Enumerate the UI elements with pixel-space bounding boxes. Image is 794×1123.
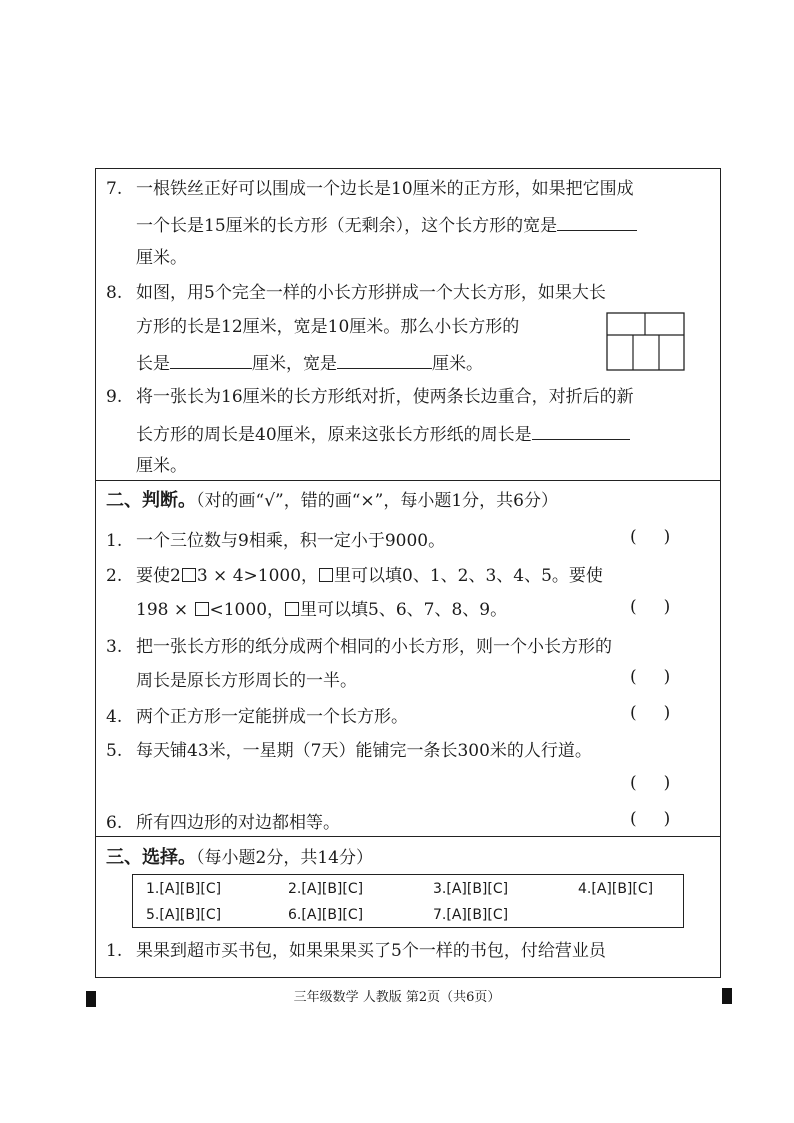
s2-q3-line1: 把一张长方形的纸分成两个相同的小长方形，则一个小长方形的 [136, 637, 612, 657]
q9-line3: 厘米。 [136, 456, 187, 476]
q8-line1: 如图，用5个完全一样的小长方形拼成一个大长方形，如果大长 [136, 283, 606, 303]
section2-heading: 二、判断。（对的画“√”，错的画“×”，每小题1分，共6分） [106, 490, 558, 511]
q9-answer-blank[interactable] [532, 421, 630, 440]
section3-heading: 三、选择。（每小题2分，共14分） [106, 847, 373, 868]
rectangle-figure [606, 312, 686, 372]
q9-number: 9. [106, 387, 123, 407]
s2-q1-number: 1. [106, 531, 123, 551]
box-placeholder [195, 602, 209, 616]
s2-q2-line2: 198 × <1000， 里可以填5、6、7、8、9。 [136, 600, 508, 620]
s3-q1-text: 果果到超市买书包，如果果果买了5个一样的书包，付给营业员 [136, 941, 606, 961]
answer-option-4[interactable]: 4.[A][B][C] [578, 881, 654, 897]
s2-q6-number: 6. [106, 813, 123, 833]
s2-q3-answer[interactable]: ( ) [630, 667, 671, 687]
answer-option-1[interactable]: 1.[A][B][C] [146, 881, 222, 897]
s2-q2-line1: 要使2 3 × 4>1000， 里可以填0、1、2、3、4、5。要使 [136, 566, 603, 586]
box-placeholder [319, 568, 333, 582]
s2-q3-number: 3. [106, 637, 123, 657]
q8-width-blank[interactable] [337, 350, 432, 369]
page-footer: 三年级数学 人教版 第2页（共6页） [293, 990, 501, 1005]
q9-line1: 将一张长为16厘米的长方形纸对折，使两条长边重合，对折后的新 [136, 387, 634, 407]
s2-q4-number: 4. [106, 707, 123, 727]
s2-q5-number: 5. [106, 741, 123, 761]
q7-line1: 一根铁丝正好可以围成一个边长是10厘米的正方形，如果把它围成 [136, 179, 634, 199]
q8-number: 8. [106, 283, 123, 303]
q7-line2: 一个长是15厘米的长方形（无剩余），这个长方形的宽是 [136, 212, 637, 237]
s2-q5-answer[interactable]: ( ) [630, 773, 671, 793]
box-placeholder [285, 602, 299, 616]
q7-line3: 厘米。 [136, 248, 187, 268]
s2-q6-text: 所有四边形的对边都相等。 [136, 813, 340, 833]
q8-length-blank[interactable] [170, 350, 252, 369]
answer-option-3[interactable]: 3.[A][B][C] [433, 881, 509, 897]
s2-q4-answer[interactable]: ( ) [630, 703, 671, 723]
s2-q1-text: 一个三位数与9相乘，积一定小于9000。 [136, 531, 446, 551]
section-divider-2 [95, 480, 721, 481]
s2-q1-answer[interactable]: ( ) [630, 527, 671, 547]
s2-q4-text: 两个正方形一定能拼成一个长方形。 [136, 707, 408, 727]
s2-q2-number: 2. [106, 566, 123, 586]
box-placeholder [182, 568, 196, 582]
s3-q1-number: 1. [106, 941, 123, 961]
s2-q5-text: 每天铺43米，一星期（7天）能铺完一条长300米的人行道。 [136, 741, 592, 761]
q8-line2: 方形的长是12厘米，宽是10厘米。那么小长方形的 [136, 317, 520, 337]
q7-answer-blank[interactable] [557, 212, 637, 231]
answer-option-5[interactable]: 5.[A][B][C] [146, 907, 222, 923]
s2-q3-line2: 周长是原长方形周长的一半。 [136, 671, 357, 691]
answer-option-2[interactable]: 2.[A][B][C] [288, 881, 364, 897]
q7-number: 7. [106, 179, 123, 199]
answer-option-7[interactable]: 7.[A][B][C] [433, 907, 509, 923]
q8-line3: 长是 厘米，宽是 厘米。 [136, 350, 483, 375]
s2-q2-answer[interactable]: ( ) [630, 597, 671, 617]
q9-line2: 长方形的周长是40厘米，原来这张长方形纸的周长是 [136, 421, 630, 446]
s2-q6-answer[interactable]: ( ) [630, 809, 671, 829]
answer-option-6[interactable]: 6.[A][B][C] [288, 907, 364, 923]
section-divider-3 [95, 836, 721, 837]
